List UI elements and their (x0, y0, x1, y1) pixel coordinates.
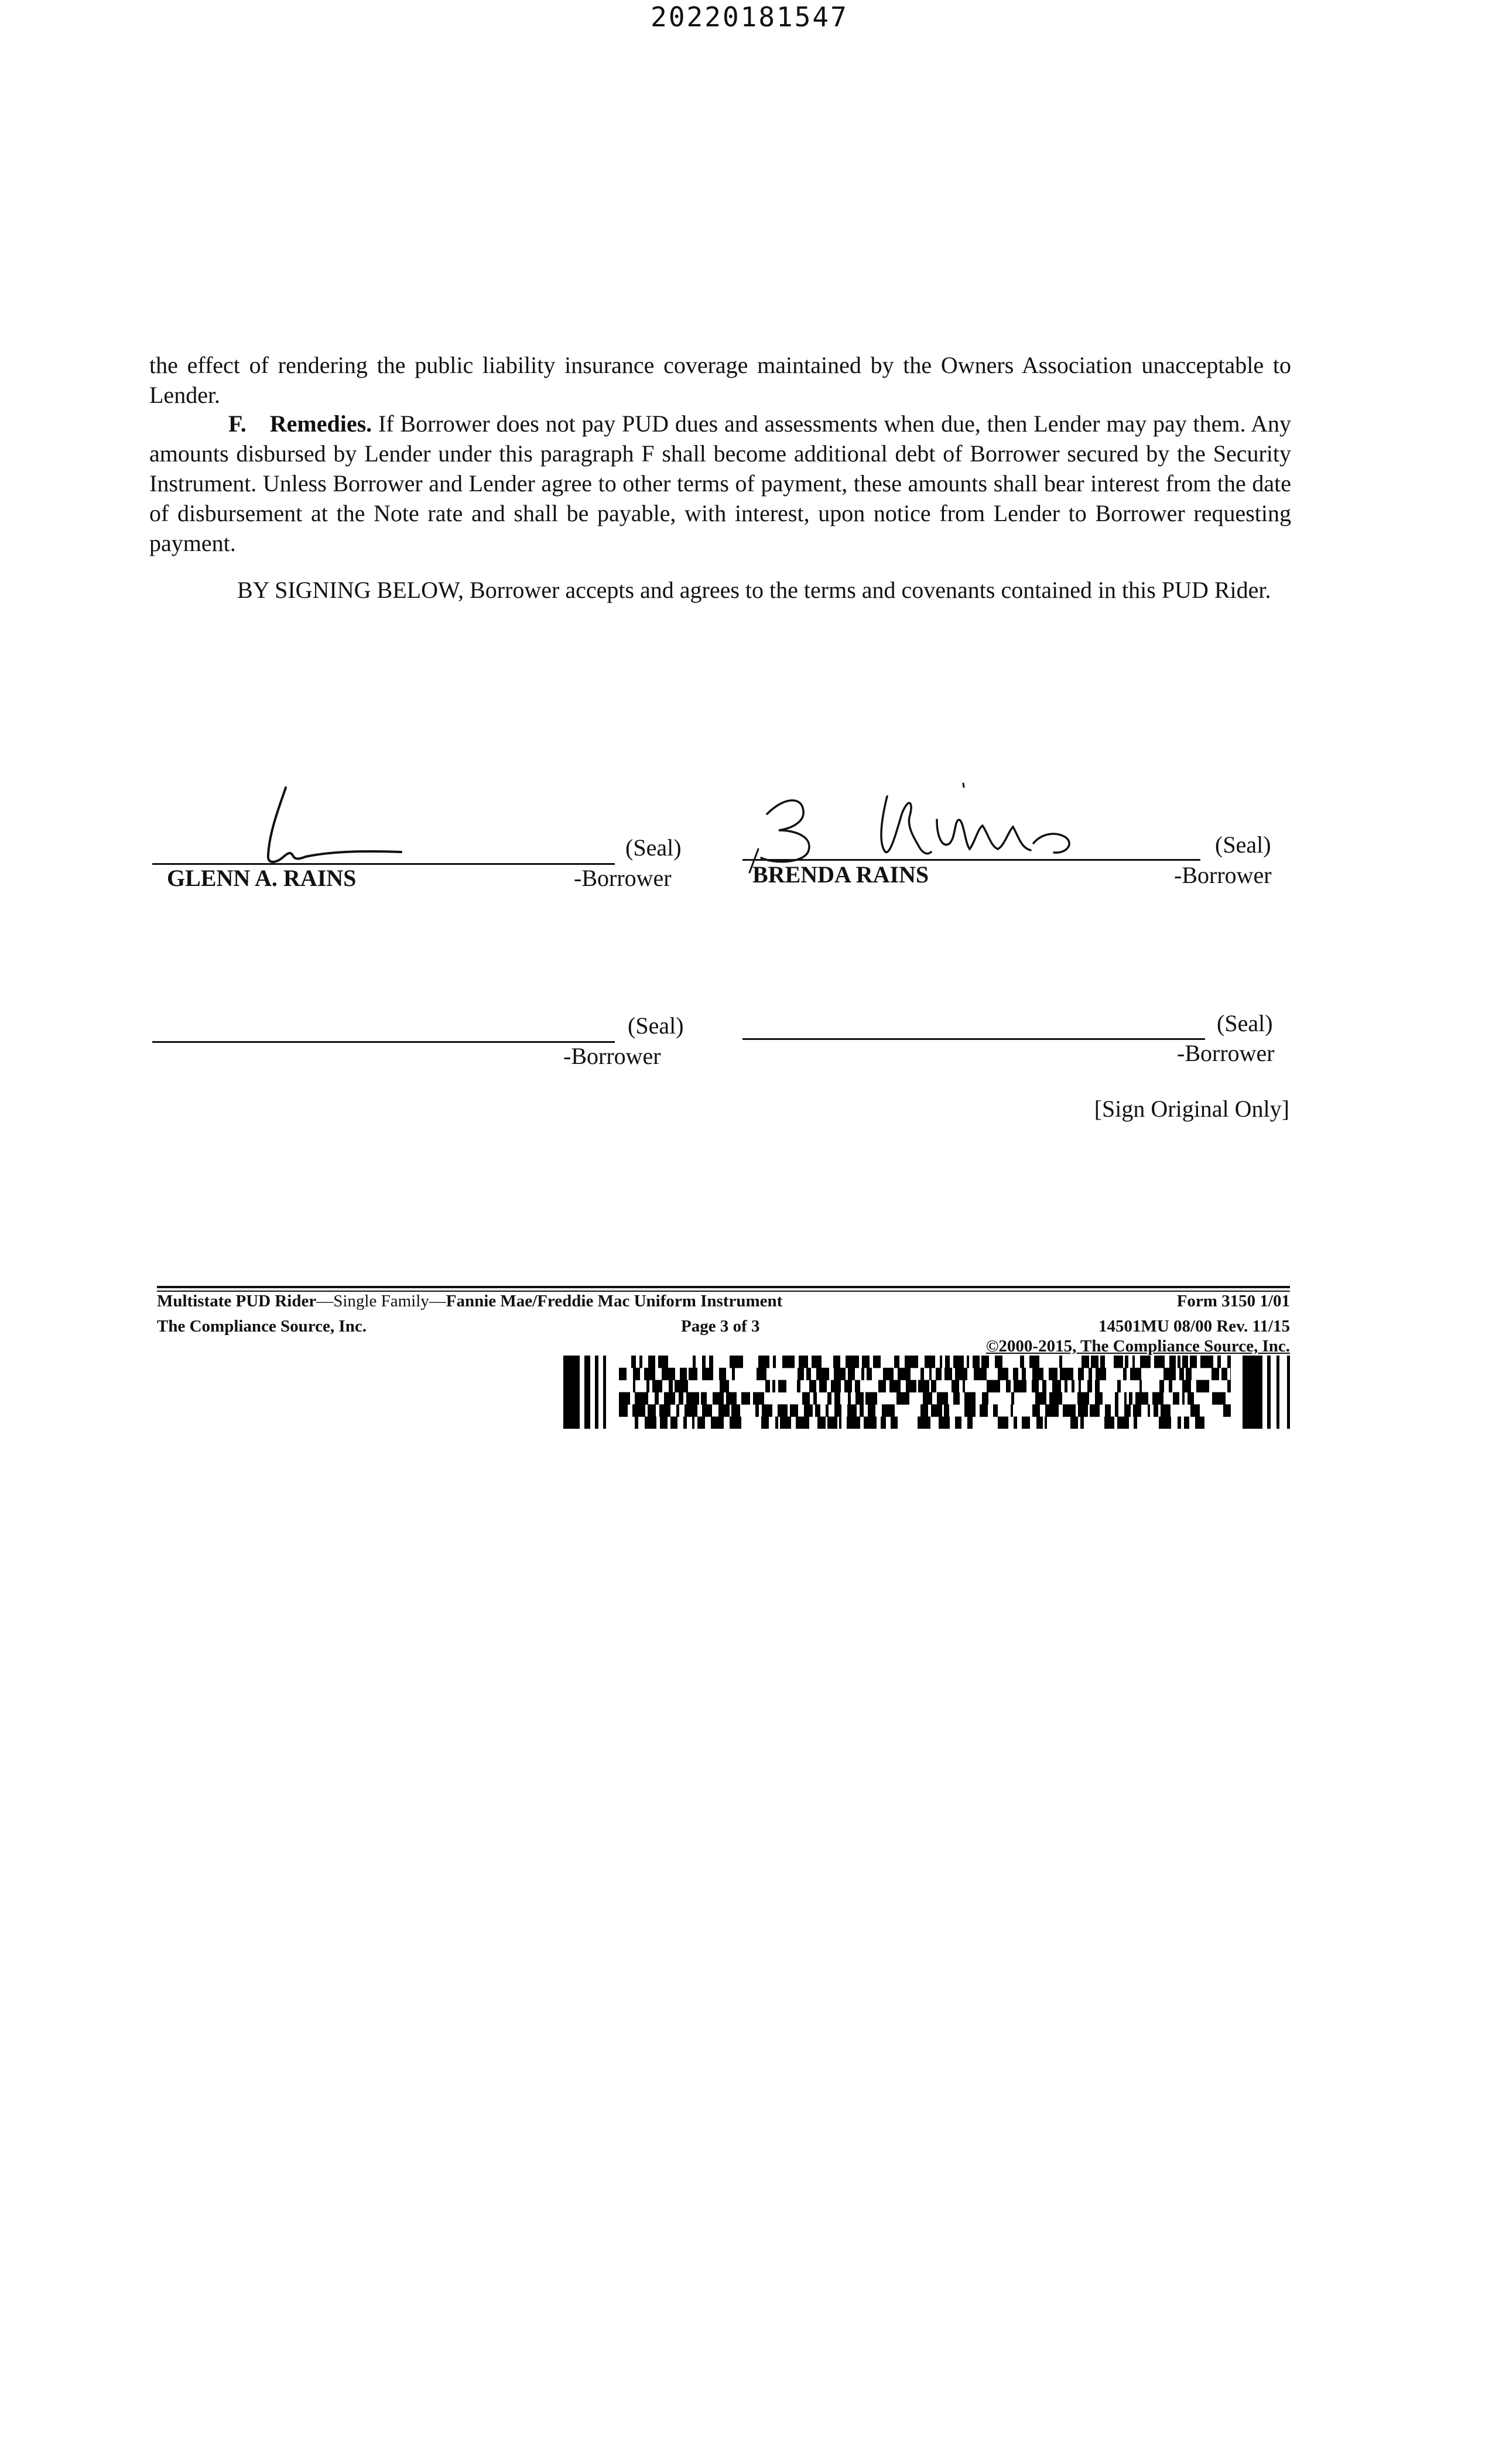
paragraph-effect: the effect of rendering the public liability insurance coverage maintained by the Owners Association unacceptable to Lender. (149, 352, 1291, 408)
borrower-role-1: -Borrower (574, 865, 672, 891)
footer-title-bold: Multistate PUD Rider (157, 1292, 317, 1310)
sign-original-note: [Sign Original Only] (1094, 1096, 1289, 1122)
footer-rule (157, 1286, 1290, 1288)
borrower-role-4: -Borrower (1177, 1040, 1275, 1066)
footer-form-number: Form 3150 1/01 (1176, 1292, 1290, 1310)
footer-title (157, 1292, 782, 1311)
footer-page-number: Page 3 of 3 (681, 1317, 760, 1336)
signature-line-4 (742, 1038, 1205, 1040)
seal-label-2: (Seal) (1215, 831, 1271, 858)
footer-copyright: ©2000-2015, The Compliance Source, Inc. (985, 1337, 1290, 1356)
paragraph-remedies (149, 409, 1291, 558)
remedies-heading: F. Remedies. (228, 410, 372, 437)
seal-label-4: (Seal) (1217, 1010, 1273, 1036)
remedies-text: If Borrower does not pay PUD dues and assessments when due, then Lender may pay them. Any amounts disbursed by Lender under this paragraph F shall become additional debt of Borrower secured by the Security Instrument. Unless Borrower and Lender agree to other terms of payment, these amounts shall bear interest from the date of disbursement at the Note rate and shall be payable, with interest, upon notice from Lender to Borrower requesting payment. (149, 410, 1291, 556)
footer-form-code: 14501MU 08/00 Rev. 11/15 (1098, 1317, 1290, 1336)
borrower-role-2: -Borrower (1174, 862, 1272, 888)
seal-label-1: (Seal) (625, 834, 682, 861)
document-number: 20220181547 (651, 1, 848, 33)
signing-statement-text: BY SIGNING BELOW, Borrower accepts and agrees to the terms and covenants contained in this PUD Rider. (237, 577, 1271, 603)
glenn-signature (252, 776, 410, 870)
borrower-name-2: BRENDA RAINS (752, 861, 929, 888)
borrower-role-3: -Borrower (563, 1043, 661, 1069)
footer-title-rest: Fannie Mae/Freddie Mac Uniform Instrument (446, 1292, 783, 1310)
borrower-name-1: GLENN A. RAINS (167, 865, 357, 891)
seal-label-3: (Seal) (628, 1012, 684, 1039)
barcode (563, 1356, 1295, 1429)
footer-company: The Compliance Source, Inc. (157, 1317, 367, 1336)
signing-statement (149, 575, 1291, 605)
signature-line-3 (152, 1041, 615, 1043)
footer-title-light: —Single Family— (316, 1292, 446, 1310)
